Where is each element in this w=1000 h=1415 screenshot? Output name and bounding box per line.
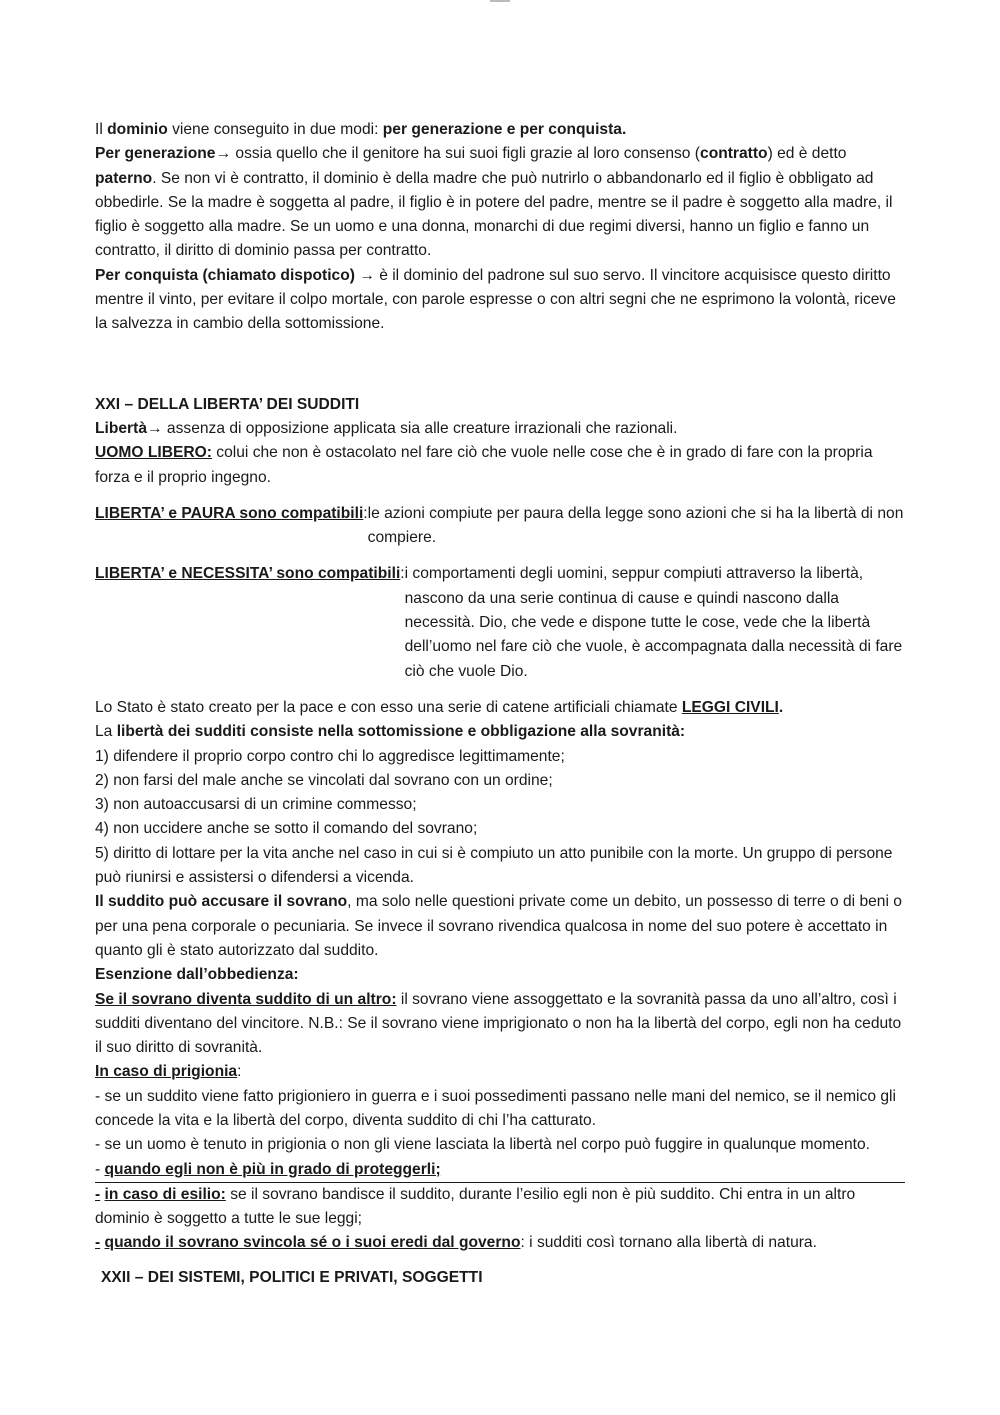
document-page <box>95 118 905 1290</box>
section-heading-xxii: XXII – DEI SISTEMI, POLITICI E PRIVATI, SOGGETTI <box>101 1268 483 1286</box>
list-item-proteggerli: - quando egli non è più in grado di proteggerli; <box>95 1158 905 1183</box>
list-item-svincola: - quando il sovrano svincola sé o i suoi eredi dal governo: i sudditi così tornano alla libertà di natura. <box>95 1234 817 1252</box>
list-item: 1) difendere il proprio corpo contro chi lo aggredisce legittimamente; <box>95 747 565 765</box>
paragraph-uomo-libero: UOMO LIBERO: colui che non è ostacolato nel fare ciò che vuole nelle cose che è in grado di fare con la propria forza e il proprio ingegno. <box>95 444 873 486</box>
list-item-esilio: - in caso di esilio: se il sovrano bandisce il suddito, durante l’esilio egli non è più suddito. Chi entra in un altro dominio è soggetto a tutte le sue leggi; <box>95 1185 856 1228</box>
page-header-mark <box>490 0 510 2</box>
paragraph-stato: Lo Stato è stato creato per la pace e con esso una serie di catene artificiali chiamate LEGGI CIVILI. <box>95 698 784 716</box>
paragraph-liberta-sudditi: La libertà dei sudditi consiste nella sottomissione e obbligazione alla sovranità: <box>95 723 686 741</box>
list-item: 4) non uccidere anche se sotto il comando del sovrano; <box>95 820 478 838</box>
list-item: 2) non farsi del male anche se vincolati dal sovrano con un ordine; <box>95 771 553 789</box>
paragraph-conquista: Per conquista (chiamato dispotico) → è il dominio del padrone sul suo servo. Il vincitore acquisisce questo diritto mentre il vinto, per evitare il colpo mortale, con parole espresse o con altri segni che ne esprimono la volontà, riceve la salvezza in cambio della sottomissione. <box>95 266 896 333</box>
list-item: 3) non autoaccusarsi di un crimine commesso; <box>95 796 417 814</box>
paragraph-accusa: Il suddito può accusare il sovrano, ma solo nelle questioni private come un debito, un possesso di terre o di beni o per una pena corporale o pecuniaria. Se invece il sovrano rivendica qualcosa in nome del suo potere è accettato in quanto gli è stato autorizzato dal suddito. <box>95 893 902 959</box>
list-item: - se un uomo è tenuto in prigionia o non gli viene lasciata la libertà nel corpo può fuggire in qualunque momento. <box>95 1136 870 1154</box>
paragraph-liberta: Libertà→ assenza di opposizione applicata sia alle creature irrazionali che razionali. <box>95 419 678 437</box>
paragraph-generazione: Per generazione→ ossia quello che il genitore ha sui suoi figli grazie al loro consenso (contratto) ed è detto paterno. Se non vi è contratto, il dominio è della madre che può nutrirlo o abbandonarlo ed il figlio è obbligato ad obbedirle. Se la madre è soggetta al padre, il figlio è in potere del padre, mentre se il padre è soggetto alla madre, il figlio è soggetto alla madre. Se un uomo e una donna, monarchi di due regimi diversi, hanno un figlio e fanno un contratto, il diritto di dominio passa per contratto. <box>95 145 893 260</box>
section-heading-xxi: XXI – DELLA LIBERTA’ DEI SUDDITI <box>95 395 360 413</box>
paragraph-sovrano-suddito: Se il sovrano diventa suddito di un altro: il sovrano viene assoggettato e la sovranità passa da uno all’altro, così i sudditi diventano del vincitore. N.B.: Se il sovrano viene imprigionato o non ha la libertà del corpo, egli non ha ceduto il suo diritto di sovranità. <box>95 990 902 1057</box>
paragraph-liberta-necessita: LIBERTA’ e NECESSITA’ sono compatibili: i comportamenti degli uomini, seppur compiuti attraverso la libertà, nascono da una serie continua di cause e quindi nascono dalla necessità. Dio, che vede e dispone tutte le cose, vede che la libertà dell’uomo nel fare ciò che vuole, è accompagnata dalla necessità di fare ciò che vuole Dio. <box>95 565 903 680</box>
list-item: 5) diritto di lottare per la vita anche nel caso in cui si è compiuto un atto punibile con la morte. Un gruppo di persone può riunirsi e assistersi o difendersi a vicenda. <box>95 844 893 887</box>
paragraph-liberta-paura: LIBERTA’ e PAURA sono compatibili: le azioni compiute per paura della legge sono azioni che si ha la libertà di non compiere. <box>95 504 904 547</box>
list-item: - se un suddito viene fatto prigioniero in guerra e i suoi possedimenti passano nelle mani del nemico, se il nemico gli concede la vita e la libertà del corpo, diventa suddito di chi l’ha catturato. <box>95 1087 896 1129</box>
paragraph-prigionia: In caso di prigionia: <box>95 1063 242 1081</box>
subheading-esenzione: Esenzione dall’obbedienza: <box>95 966 299 984</box>
paragraph-dominio: Il dominio viene conseguito in due modi: per generazione e per conquista. <box>95 121 627 138</box>
